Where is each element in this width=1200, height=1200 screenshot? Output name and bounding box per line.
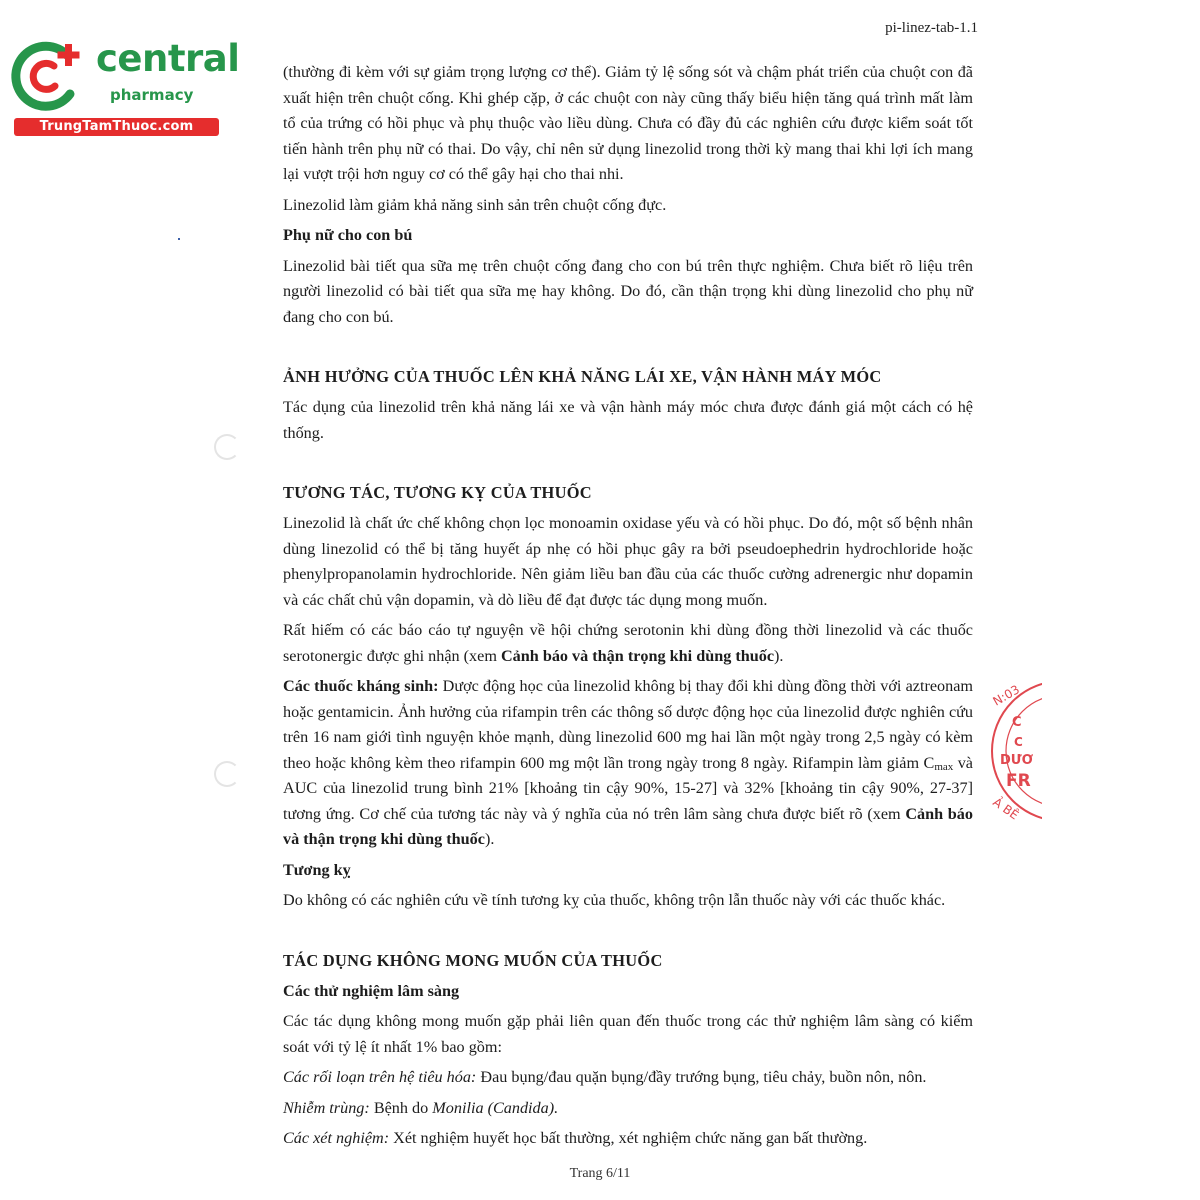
section-heading: TƯƠNG TÁC, TƯƠNG KỴ CỦA THUỐC [283, 483, 592, 502]
punch-hole-mark [214, 434, 240, 460]
section-heading: TÁC DỤNG KHÔNG MONG MUỐN CỦA THUỐC [283, 950, 663, 970]
logo-wordmark: central [96, 37, 240, 80]
stamp-text: FR [1006, 771, 1031, 791]
paragraph: Linezolid làm giảm khả năng sinh sản trên chuột cống đực. [283, 195, 667, 214]
stamp-text: C [1012, 715, 1022, 730]
subsection-heading: Tương kỵ [283, 860, 351, 879]
list-item: Các rối loạn trên hệ tiêu hóa: Đau bụng/đau quặn bụng/đầy trướng bụng, tiêu chảy, buồn nôn, nôn. [283, 1068, 927, 1086]
paragraph: (thường đi kèm với sự giảm trọng lượng cơ thể). Giảm tỷ lệ sống sót và chậm phát triển của chuột con đã xuất hiện trên chuột cống. Khi ghép cặp, ở các chuột con này cũng thấy biểu hiện tăng quá trình mất làm tổ của trứng có hồi phục và phụ thuộc vào liều dùng. Chưa có đầy đủ các nghiên cứu được kiểm soát tốt tiến hành trên phụ nữ có thai. Do vậy, chỉ nên sử dụng linezolid trong thời kỳ mang thai khi lợi ích mang lại vượt trội hơn nguy cơ có thể gây hại cho thai nhi. [283, 63, 973, 183]
document-code: pi-linez-tab-1.1 [885, 20, 978, 36]
stamp-text: Ả BÊ [990, 794, 1022, 823]
paragraph: Tác dụng của linezolid trên khả năng lái xe và vận hành máy móc chưa được đánh giá một cách có hệ thống. [283, 398, 973, 442]
stamp-text: DƯƠ [1000, 753, 1034, 768]
subsection-heading: Phụ nữ cho con bú [283, 226, 413, 244]
page-number: Trang 6/11 [569, 1166, 631, 1181]
list-item: Nhiễm trùng: Bệnh do Monilia (Candida). [283, 1098, 559, 1117]
logo-website: TrungTamThuoc.com [14, 118, 219, 136]
paragraph: Linezolid là chất ức chế không chọn lọc monoamin oxidase yếu và có hồi phục. Do đó, một số bệnh nhân dùng linezolid có thể bị tăng huyết áp nhẹ có hồi phục gây ra bởi pseudoephedrin hydrochloride hoặc phenylpropanolamin hydrochloride. Nên giảm liều ban đầu của các thuốc cường adrenergic như dopamin và các chất chủ vận dopamin, và dò liều để đạt được tác dụng mong muốn. [283, 514, 973, 609]
logo-subtitle: pharmacy [110, 86, 194, 104]
section-heading: ẢNH HƯỞNG CỦA THUỐC LÊN KHẢ NĂNG LÁI XE, VẬN HÀNH MÁY MÓC [283, 367, 882, 386]
subsection-heading: Các thử nghiệm lâm sàng [283, 981, 460, 1000]
list-item: Các xét nghiệm: Xét nghiệm huyết học bất thường, xét nghiệm chức năng gan bất thường. [283, 1129, 868, 1147]
stray-mark [178, 238, 180, 240]
official-stamp [982, 676, 1042, 826]
document-body [283, 60, 973, 1157]
paragraph: Các tác dụng không mong muốn gặp phải liên quan đến thuốc trong các thử nghiệm lâm sàng có kiểm soát với tỷ lệ ít nhất 1% bao gồm: [283, 1012, 973, 1056]
paragraph: Linezolid bài tiết qua sữa mẹ trên chuột cống đang cho con bú trên thực nghiệm. Chưa biết rõ liệu trên người linezolid có bài tiết qua sữa mẹ hay không. Do đó, cần thận trọng khi dùng linezolid cho phụ nữ đang cho con bú. [283, 256, 973, 326]
stamp-text: N:03 [990, 682, 1023, 709]
stamp-text: C [1014, 735, 1023, 749]
logo-mark-icon [10, 36, 94, 116]
paragraph: Các thuốc kháng sinh: Dược động học của linezolid không bị thay đổi khi dùng đồng thời với aztreonam hoặc gentamicin. Ảnh hưởng của rifampin trên các thông số dược động học của linezolid được nghiên cứu trên 16 nam giới tình nguyện khỏe mạnh, dùng linezolid 600 mg hai lần một ngày trong 2,5 ngày có kèm theo hoặc không kèm theo rifampin 600 mg một lần trong ngày trong 8 ngày. Rifampin làm giảm $C_{max}$ và AUC của linezolid trung bình 21% [khoảng tin cậy 90%, 15-27] và 32% [khoảng tin cậy 90%, 27-37] tương ứng. Cơ chế của tương tác này và ý nghĩa của nó trên lâm sàng chưa được biết rõ (xem Cảnh báo và thận trọng khi dùng thuốc). [283, 677, 973, 848]
paragraph: Rất hiếm có các báo cáo tự nguyện về hội chứng serotonin khi dùng đồng thời linezolid và các thuốc serotonergic được ghi nhận (xem Cảnh báo và thận trọng khi dùng thuốc). [283, 621, 973, 665]
central-pharmacy-logo [10, 36, 240, 136]
punch-hole-mark [214, 761, 240, 787]
paragraph: Do không có các nghiên cứu về tính tương kỵ của thuốc, không trộn lẫn thuốc này với các thuốc khác. [283, 891, 946, 909]
